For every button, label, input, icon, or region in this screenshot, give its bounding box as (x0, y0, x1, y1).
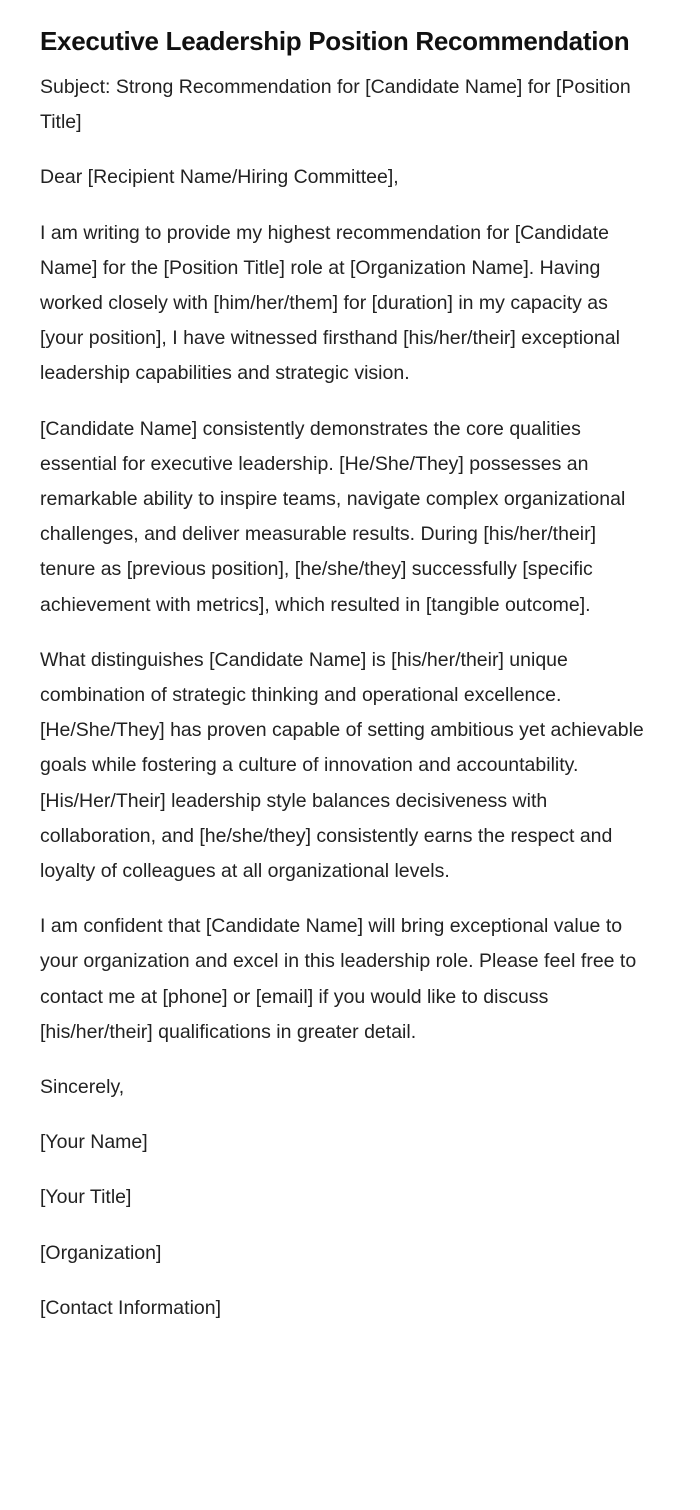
signature-organization: [Organization] (40, 1241, 162, 1264)
signature-title: [Your Title] (40, 1186, 132, 1209)
subject-line: Subject: Strong Recommendation for [Candidate Name] for [Position Title] (40, 76, 631, 134)
closing: Sincerely, (40, 1076, 125, 1099)
body-paragraph: [Candidate Name] consistently demonstrates the core qualities essential for executive leadership. [He/She/They] possesses an remarkable ability to inspire teams, navigate complex organizational challenges, and deliver measurable results. During [his/her/their] tenure as [previous position], [he/she/they] successfully [specific achievement with metrics], which resulted in [tangible outcome]. (40, 417, 626, 616)
body-paragraph: I am writing to provide my highest recommendation for [Candidate Name] for the [Position Title] role at [Organization Name]. Having worked closely with [him/her/them] for [duration] in my capacity as [your position], I have witnessed firsthand [his/her/their] exceptional leadership capabilities and strategic vision. (40, 221, 620, 385)
body-paragraph: What distinguishes [Candidate Name] is [his/her/their] unique combination of strategic thinking and operational excellence. [He/She/They] has proven capable of setting ambitious yet achievable goals while fostering a culture of innovation and accountability. [His/Her/Their] leadership style balances decisiveness with collaboration, and [he/she/they] consistently earns the respect and loyalty of colleagues at all organizational levels. (40, 648, 644, 883)
letter-document (40, 22, 652, 1346)
document-title: Executive Leadership Position Recommendation (40, 26, 630, 56)
body-paragraph: I am confident that [Candidate Name] will bring exceptional value to your organization and excel in this leadership role. Please feel free to contact me at [phone] or [email] if you would like to discuss [his/her/their] qualifications in greater detail. (40, 915, 637, 1043)
signature-name: [Your Name] (40, 1131, 148, 1154)
salutation: Dear [Recipient Name/Hiring Committee], (40, 166, 399, 189)
signature-contact: [Contact Information] (40, 1296, 222, 1319)
